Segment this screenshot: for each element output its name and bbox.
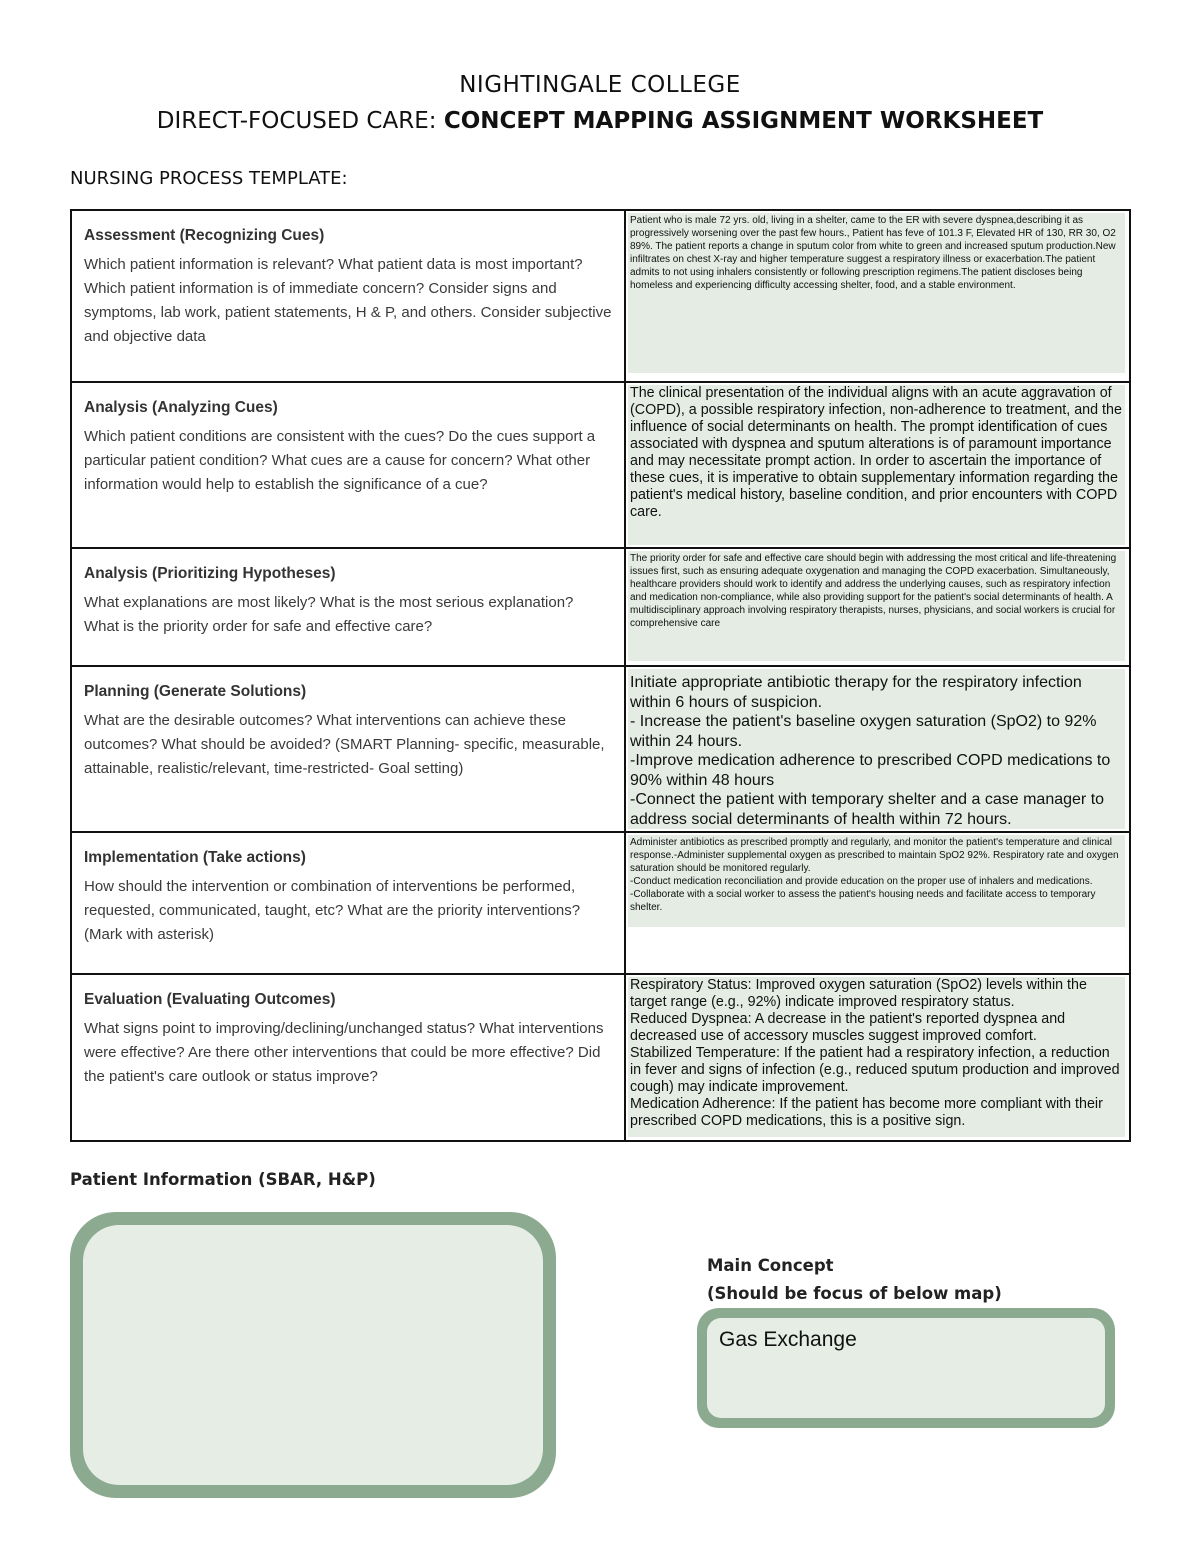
row-question: How should the intervention or combination of interventions be performed, requested, communicated, taught, etc? What are the priority interventions? (Mark with asterisk) [84, 878, 581, 943]
question-cell [71, 210, 625, 382]
worksheet-title [0, 108, 1200, 134]
row-title: Assessment (Recognizing Cues) [84, 227, 325, 244]
answer-line: Administer antibiotics as prescribed promptly and regularly, and monitor the patient's temperature and clinical response.-Administer supplemental oxygen as prescribed to maintain SpO2 92%. Respiratory rate and oxygen saturation should be monitored regularly. [630, 837, 1119, 874]
answer-text[interactable] [628, 977, 1125, 1137]
question-cell [71, 548, 625, 666]
row-title: Planning (Generate Solutions) [84, 683, 307, 700]
row-title: Evaluation (Evaluating Outcomes) [84, 991, 336, 1008]
row-title: Analysis (Analyzing Cues) [84, 399, 278, 416]
answer-line: Medication Adherence: If the patient has become more compliant with their prescribed COPD medications, this is a positive sign. [630, 1096, 1103, 1129]
row-analysis-cues [71, 382, 1130, 548]
row-implementation [71, 832, 1130, 974]
row-question: What are the desirable outcomes? What interventions can achieve these outcomes? What should be avoided? (SMART Planning- specific, measurable, attainable, realistic/relevant, time-restricted- Goal setting) [84, 712, 605, 777]
main-concept-label: Main Concept [707, 1256, 834, 1275]
answer-line: Stabilized Temperature: If the patient had a respiratory infection, a reduction in fever and signs of infection (e.g., reduced sputum production and improved cough) may indicate improvement. [630, 1045, 1120, 1095]
title-prefix: DIRECT-FOCUSED CARE: [156, 108, 444, 134]
row-assessment [71, 210, 1130, 382]
college-name: NIGHTINGALE COLLEGE [459, 72, 741, 98]
main-concept-note: (Should be focus of below map) [707, 1284, 1002, 1303]
answer-cell[interactable] [625, 666, 1130, 832]
answer-line: Initiate appropriate antibiotic therapy for the respiratory infection within 6 hours of suspicion. [630, 674, 1082, 711]
row-analysis-hypotheses [71, 548, 1130, 666]
row-title: Implementation (Take actions) [84, 849, 306, 866]
answer-text[interactable] [628, 669, 1125, 829]
answer-cell[interactable] [625, 548, 1130, 666]
main-concept-value[interactable]: Gas Exchange [719, 1328, 857, 1351]
answer-line: Respiratory Status: Improved oxygen saturation (SpO2) levels within the target range (e.g., 92%) indicate improved respiratory status. [630, 977, 1087, 1010]
nursing-process-table [70, 209, 1131, 1142]
answer-cell[interactable] [625, 210, 1130, 382]
row-title: Analysis (Prioritizing Hypotheses) [84, 565, 336, 582]
row-question: Which patient conditions are consistent with the cues? Do the cues support a particular patient condition? What cues are a cause for concern? What other information would help to establish the significance of a cue? [84, 428, 596, 493]
answer-line: Reduced Dyspnea: A decrease in the patient's reported dyspnea and decreased use of accessory muscles suggest improved comfort. [630, 1011, 1066, 1044]
row-question: What signs point to improving/declining/unchanged status? What interventions were effective? Are there other interventions that could be more effective? Did the patient's care outlook or status improve? [84, 1020, 604, 1085]
main-concept-box-inner[interactable] [707, 1318, 1105, 1418]
answer-line: -Conduct medication reconciliation and provide education on the proper use of inhalers and medications. [630, 876, 1093, 887]
answer-line: -Collaborate with a social worker to assess the patient's housing needs and facilitate access to temporary shelter. [630, 889, 1096, 913]
section-heading: NURSING PROCESS TEMPLATE: [70, 168, 348, 189]
answer-line: - Increase the patient's baseline oxygen saturation (SpO2) to 92% within 24 hours. [630, 713, 1097, 750]
answer-line: -Connect the patient with temporary shelter and a case manager to address social determinants of health within 72 hours. [630, 791, 1105, 828]
question-cell [71, 382, 625, 548]
patient-info-box-inner[interactable] [83, 1225, 543, 1485]
question-cell [71, 832, 625, 974]
row-planning [71, 666, 1130, 832]
patient-info-label: Patient Information (SBAR, H&P) [70, 1170, 376, 1189]
answer-cell[interactable] [625, 832, 1130, 974]
patient-info-box[interactable] [70, 1212, 556, 1498]
title-bold: CONCEPT MAPPING ASSIGNMENT WORKSHEET [443, 108, 1044, 134]
row-question: What explanations are most likely? What is the most serious explanation? What is the priority order for safe and effective care? [84, 594, 574, 635]
answer-text[interactable] [628, 835, 1125, 927]
answer-text[interactable]: The priority order for safe and effective care should begin with addressing the most critical and life-threatening issues first, such as ensuring adequate oxygenation and managing the COPD exacerbation. Simultaneously, healthcare providers should work to identify and address the underlying causes, such as respiratory infection and medication non-compliance, while also providing support for the patient's social determinants of health. A multidisciplinary approach involving respiratory therapists, nurses, physicians, and social workers is crucial for comprehensive care [628, 551, 1125, 661]
main-concept-box[interactable] [697, 1308, 1115, 1428]
answer-cell[interactable] [625, 974, 1130, 1141]
answer-text[interactable]: The clinical presentation of the individual aligns with an acute aggravation of (COPD), a possible respiratory infection, non-adherence to treatment, and the influence of social determinants on health. The prompt identification of cues associated with dyspnea and sputum alterations is of paramount importance and may necessitate prompt action. In order to ascertain the importance of these cues, it is imperative to obtain supplementary information regarding the patient's medical history, baseline condition, and prior encounters with COPD care. [628, 385, 1125, 545]
answer-line: -Improve medication adherence to prescribed COPD medications to 90% within 48 hours [630, 752, 1111, 789]
question-cell [71, 974, 625, 1141]
row-evaluation [71, 974, 1130, 1141]
row-question: Which patient information is relevant? What patient data is most important? Which patient information is of immediate concern? Consider signs and symptoms, lab work, patient statements, H & P, and others. Consider subjective and objective data [84, 256, 612, 345]
answer-cell[interactable] [625, 382, 1130, 548]
question-cell [71, 666, 625, 832]
answer-text[interactable]: Patient who is male 72 yrs. old, living in a shelter, came to the ER with severe dyspnea,describing it as progressively worsening over the past few hours., Patient has feve of 101.3 F, Elevated HR of 130, RR 30, O2 89%. The patient reports a change in sputum color from white to green and increased sputum production.New infiltrates on chest X-ray and higher temperature suggest a respiratory illness or exacerbation.The patient admits to not using inhalers consistently or following prescription regimens.The patient discloses being homeless and experiencing difficulty accessing shelter, food, and a stable environment. [628, 213, 1125, 373]
